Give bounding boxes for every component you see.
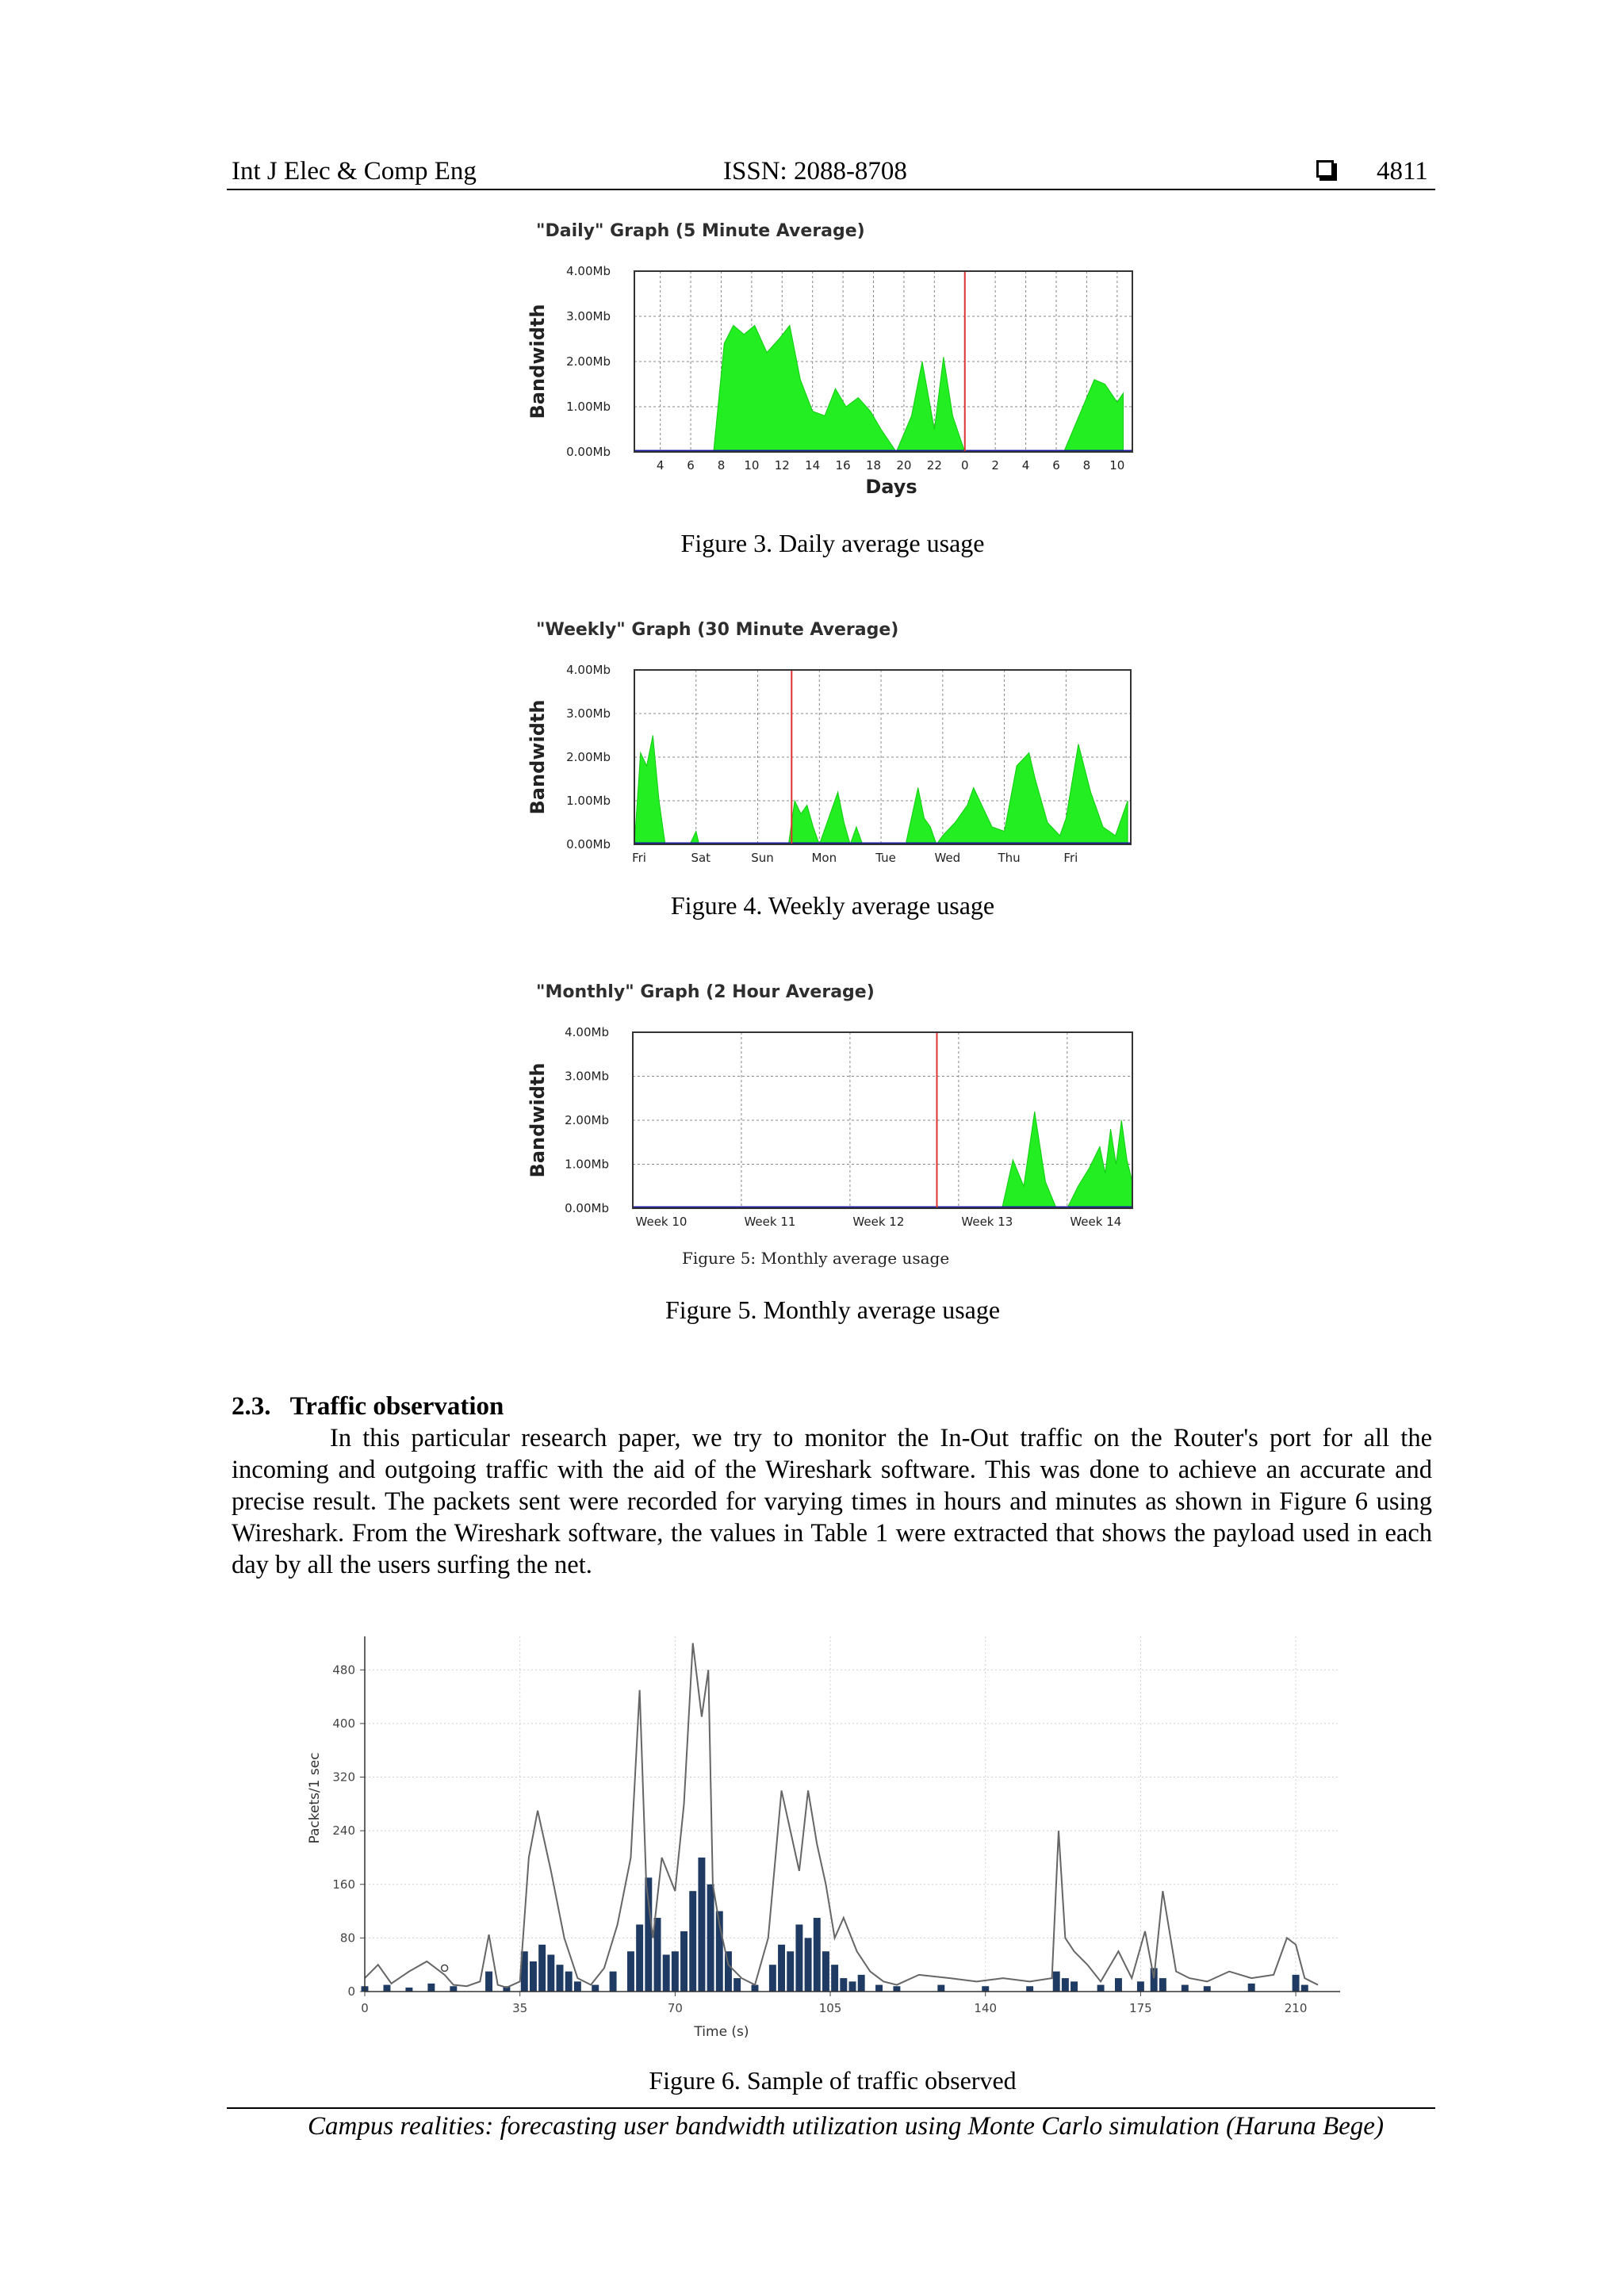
y-tick-label: 3.00Mb [565, 1069, 609, 1084]
x-tick-label: Sun [751, 851, 774, 865]
marker-point [442, 1965, 448, 1971]
y-tick-label: 3.00Mb [566, 706, 611, 721]
x-tick-label: 22 [926, 458, 942, 473]
x-tick-label: Mon [811, 851, 837, 865]
x-tick-label: Fri [1063, 851, 1078, 865]
figure-6-caption: Figure 6. Sample of traffic observed [649, 2066, 1017, 2095]
figure-3-daily-graph [523, 208, 1150, 509]
packet-bar [814, 1918, 821, 1992]
x-tick-label: Week 12 [852, 1215, 905, 1229]
packet-bar [778, 1945, 785, 1992]
y-tick-label: 160 [332, 1877, 355, 1892]
y-tick-label: 1.00Mb [565, 1157, 609, 1172]
header-journal: Int J Elec & Comp Eng [232, 157, 477, 186]
packet-bar [450, 1986, 457, 1992]
y-tick-label: 0.00Mb [566, 445, 611, 459]
packet-bar [1071, 1981, 1078, 1992]
footer-rule [227, 2107, 1435, 2109]
x-tick-label: 10 [744, 458, 760, 473]
x-tick-label: 16 [835, 458, 851, 473]
figure-3-caption: Figure 3. Daily average usage [680, 529, 985, 557]
x-tick-label: 0 [361, 2001, 369, 2015]
x-tick-label: 35 [512, 2001, 528, 2015]
y-tick-label: 320 [332, 1770, 355, 1785]
packet-bar [698, 1858, 705, 1992]
packet-bar [937, 1985, 944, 1992]
x-tick-label: 105 [818, 2001, 842, 2015]
packet-bar [858, 1975, 865, 1992]
packet-bar [663, 1955, 670, 1992]
monthly-graph-canvas [523, 969, 1150, 1270]
y-tick-label: 4.00Mb [566, 264, 611, 278]
x-tick-label: Sat [691, 851, 711, 865]
x-tick-label: Week 11 [744, 1215, 796, 1229]
packet-bar [627, 1951, 634, 1992]
packet-bar [769, 1965, 776, 1992]
x-tick-label: 18 [865, 458, 882, 473]
packet-bar [672, 1951, 679, 1992]
y-tick-label: 0.00Mb [565, 1201, 609, 1215]
x-tick-label: Fri [632, 851, 646, 865]
x-axis-label: Time (s) [694, 2024, 749, 2040]
x-tick-label: 175 [1129, 2001, 1152, 2015]
packet-bar [795, 1924, 802, 1992]
packet-bar [805, 1938, 812, 1992]
x-tick-label: 14 [805, 458, 821, 473]
packet-bar [1204, 1986, 1211, 1992]
inner-figure-caption: Figure 5: Monthly average usage [682, 1249, 950, 1268]
packet-bar [1293, 1975, 1300, 1992]
y-tick-label: 240 [332, 1823, 355, 1839]
x-tick-label: Week 14 [1070, 1215, 1122, 1229]
packet-bar [592, 1985, 599, 1992]
packet-bar [1053, 1972, 1060, 1992]
section-title: Traffic observation [289, 1392, 504, 1421]
y-axis-label: Bandwidth [527, 304, 549, 419]
packet-bar [725, 1951, 732, 1992]
x-tick-label: 2 [991, 458, 999, 473]
packet-bar [565, 1972, 573, 1992]
packet-bar [547, 1955, 554, 1992]
figure-4-caption: Figure 4. Weekly average usage [670, 891, 995, 920]
x-tick-label: 0 [960, 458, 969, 473]
x-axis-label: Days [865, 476, 917, 498]
traffic-graph-canvas [301, 1617, 1356, 2045]
packet-bar [530, 1961, 537, 1992]
footer-text: Campus realities: forecasting user bandwidth utilization using Monte Carlo simulation (Haruna Bege) [308, 2112, 1384, 2141]
y-tick-label: 80 [339, 1931, 355, 1946]
x-tick-label: 4 [1021, 458, 1030, 473]
packet-bar [557, 1965, 564, 1992]
x-tick-label: Wed [934, 851, 961, 865]
x-tick-label: 6 [1052, 458, 1060, 473]
y-tick-label: 3.00Mb [566, 309, 611, 323]
graph-title: "Weekly" Graph (30 Minute Average) [536, 620, 899, 640]
packet-bar [831, 1965, 838, 1992]
y-tick-label: 2.00Mb [566, 750, 611, 764]
y-tick-label: 0 [347, 1984, 355, 1999]
x-tick-label: 10 [1109, 458, 1125, 473]
x-tick-label: 20 [896, 458, 912, 473]
packet-bar [733, 1978, 741, 1992]
section-number: 2.3. [232, 1392, 271, 1421]
y-tick-label: 0.00Mb [566, 837, 611, 851]
packet-bar [1115, 1978, 1122, 1992]
y-axis-label: Packets/1 sec [307, 1752, 323, 1844]
packet-bar [1097, 1985, 1105, 1992]
packet-bar [645, 1877, 652, 1992]
packet-bar [840, 1978, 847, 1992]
x-tick-label: 140 [974, 2001, 998, 2015]
packet-bar [787, 1951, 794, 1992]
x-tick-label: Thu [998, 851, 1021, 865]
packet-bar [1182, 1985, 1189, 1992]
packet-bar [538, 1945, 546, 1992]
packet-bar [689, 1891, 696, 1992]
x-tick-label: 6 [687, 458, 695, 473]
packet-bar [680, 1931, 688, 1992]
x-tick-label: 8 [1082, 458, 1091, 473]
y-tick-label: 4.00Mb [565, 1025, 609, 1039]
y-tick-label: 2.00Mb [566, 354, 611, 369]
y-tick-label: 400 [332, 1716, 355, 1731]
packet-bar [1137, 1981, 1144, 1992]
packet-bar [893, 1986, 900, 1992]
packet-bar [822, 1951, 829, 1992]
packet-bar [574, 1981, 581, 1992]
y-tick-label: 1.00Mb [566, 400, 611, 414]
y-tick-label: 2.00Mb [565, 1113, 609, 1127]
header-issn: ISSN: 2088-8708 [723, 157, 907, 186]
packet-bar [707, 1885, 714, 1992]
x-tick-label: Tue [875, 851, 896, 865]
packet-bar [982, 1986, 989, 1992]
section-paragraph: In this particular research paper, we try to monitor the In-Out traffic on the Router's port for all the incoming and outgoing traffic with the aid of the Wireshark software. This was done to achieve an accurate and precise result. The packets sent were recorded for varying times in hours and minutes as shown in Figure 6 using Wireshark. From the Wireshark software, the values in Table 1 were extracted that shows the payload used in each day by all the users surfing the net. [232, 1424, 1432, 1579]
graph-title: "Monthly" Graph (2 Hour Average) [536, 982, 875, 1002]
packet-bar [636, 1924, 643, 1992]
packet-bar [610, 1972, 617, 1992]
packet-bar [1159, 1978, 1166, 1992]
x-tick-label: Week 13 [961, 1215, 1013, 1229]
graph-title: "Daily" Graph (5 Minute Average) [536, 221, 865, 241]
packet-bar [1062, 1978, 1069, 1992]
y-tick-label: 1.00Mb [566, 794, 611, 808]
x-tick-label: 12 [774, 458, 790, 473]
daily-graph-canvas [523, 208, 1150, 509]
x-tick-label: 4 [656, 458, 665, 473]
square-bullet-icon [1316, 160, 1334, 178]
figure-4-weekly-graph [523, 607, 1150, 868]
packet-bar [752, 1985, 759, 1992]
y-axis-label: Bandwidth [527, 699, 549, 815]
x-tick-label: 210 [1284, 2001, 1308, 2015]
x-tick-label: Week 10 [635, 1215, 688, 1229]
weekly-graph-canvas [523, 607, 1150, 868]
packet-line [365, 1643, 1318, 1987]
packet-bar [1248, 1984, 1255, 1992]
y-tick-label: 4.00Mb [566, 663, 611, 677]
section-heading [232, 1391, 504, 1422]
x-tick-label: 8 [717, 458, 726, 473]
packet-bar [654, 1918, 661, 1992]
header-page-number: 4811 [1377, 157, 1428, 186]
packet-bar [1301, 1985, 1308, 1992]
figure-5-caption: Figure 5. Monthly average usage [665, 1295, 1001, 1324]
packet-bar [405, 1988, 412, 1992]
packet-bar [485, 1972, 492, 1992]
header-rule [227, 189, 1435, 190]
packet-bar [427, 1984, 435, 1992]
packet-bar [383, 1985, 390, 1992]
figure-6-wireshark-graph [301, 1617, 1356, 2045]
x-tick-label: 70 [667, 2001, 683, 2015]
y-axis-label: Bandwidth [527, 1062, 549, 1178]
packet-bar [849, 1981, 856, 1992]
packet-bar [1026, 1986, 1033, 1992]
packet-bar [875, 1985, 883, 1992]
figure-5-monthly-graph [523, 969, 1150, 1270]
y-tick-label: 480 [332, 1663, 355, 1678]
